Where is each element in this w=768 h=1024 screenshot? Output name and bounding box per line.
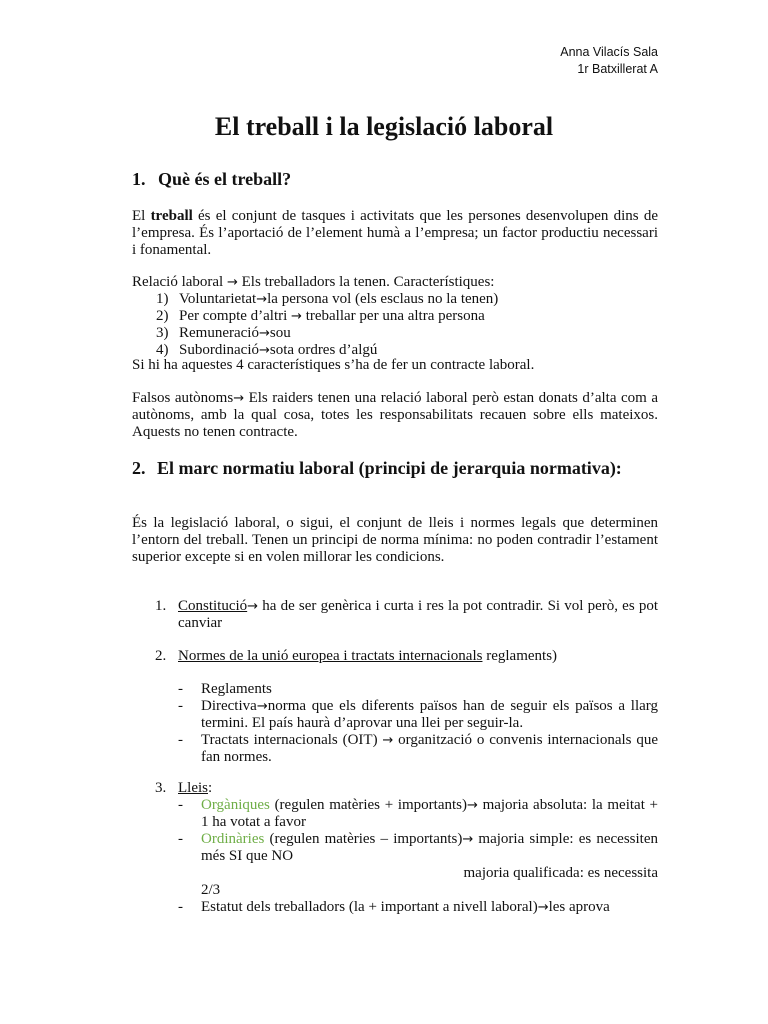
dash-bullet: - [178, 899, 183, 915]
contract-note: Si hi ha aquestes 4 característiques s’ha de fer un contracte laboral. [132, 357, 535, 373]
ordinaries-label: Ordinàries [201, 831, 265, 847]
list-item: - Estatut dels treballadors (la + important a nivell laboral)→les aprova [178, 899, 610, 915]
arrow-icon: → [233, 391, 245, 406]
section-number: 1. [132, 169, 146, 189]
list-item-lleis: 3. Lleis: [155, 780, 213, 796]
list-item: - Ordinàries (regulen matèries – importants)→ majoria simple: es necessiten més SI que NO [178, 831, 658, 864]
list-item: 3) Remuneració→sou [156, 325, 291, 341]
list-item: 4) Subordinació→sota ordres d’algú [156, 342, 378, 358]
document-title: El treball i la legislació laboral [214, 112, 554, 141]
section-title: Què és el treball? [158, 169, 292, 189]
section-title: El marc normatiu laboral (principi de jerarquia normativa): [157, 458, 622, 478]
majoria-qualificada-value: 2/3 [201, 882, 221, 898]
list-item: - Tractats internacionals (OIT) → organització o convenis internacionals que fan normes. [178, 732, 659, 765]
list-item: - Reglaments [178, 681, 272, 697]
list-item: - Directiva→norma que els diferents països han de seguir els països a llarg termini. El país haurà d’aprovar una llei per seguir-la. [178, 698, 658, 731]
section-number: 2. [132, 458, 146, 478]
treball-definition: El treball és el conjunt de tasques i activitats que les persones desenvolupen dins de l’empresa. És l’aportació de l’element humà a l’empresa; un factor productiu necessari i fonamental. [132, 208, 659, 258]
section-2-heading [132, 458, 658, 478]
treball-term: treball [150, 208, 193, 224]
dash-bullet: - [178, 831, 183, 847]
dash-bullet: - [178, 681, 183, 697]
arrow-icon: → [382, 733, 394, 748]
arrow-icon: → [537, 900, 549, 915]
organiques-label: Orgàniques [201, 797, 270, 813]
list-item: 1) Voluntarietat→la persona vol (els esclaus no la tenen) [156, 291, 499, 307]
class-name: 1r Batxillerat A [577, 62, 658, 76]
document-header [560, 44, 658, 78]
dash-bullet: - [178, 732, 183, 748]
list-item: 2) Per compte d’altri → treballar per una altra persona [156, 308, 485, 324]
normes-ue-sublist [132, 681, 658, 766]
arrow-icon: → [258, 326, 270, 341]
dash-bullet: - [178, 698, 183, 714]
list-item-constitucio: 1. Constitució→ ha de ser genèrica i curta i res la pot contradir. Si vol però, es pot canviar [155, 598, 658, 631]
marc-normatiu-intro: És la legislació laboral, o sigui, el conjunt de lleis i normes legals que determinen l’entorn del treball. Tenen un principi de norma mínima: no poden contradir l’estament superior excepte si en volen millorar les condicions. [132, 515, 658, 565]
arrow-icon: → [256, 292, 268, 307]
section-1-heading [132, 169, 291, 190]
arrow-icon: → [291, 309, 302, 324]
arrow-icon: → [247, 599, 259, 614]
arrow-icon: → [256, 699, 268, 714]
lleis-sublist [132, 797, 658, 916]
falsos-autonoms: Falsos autònoms→ Els raiders tenen una relació laboral però estan donats d’alta com a autònoms, amb la qual cosa, totes les responsabilitats recauen sobre ells mateixos. Aquests no tenen contracte. [132, 390, 658, 440]
arrow-icon: → [259, 343, 270, 358]
list-item: - Orgàniques (regulen matèries + importants)→ majoria absoluta: la meitat + 1 ha votat a favor [178, 797, 658, 830]
majoria-qualificada-line: majoria qualificada: es necessita [463, 865, 658, 881]
dash-bullet: - [178, 797, 183, 813]
author-name: Anna Vilacís Sala [560, 45, 658, 59]
characteristics-list [132, 291, 658, 359]
relacio-laboral-line: Relació laboral → Els treballadors la tenen. Característiques: [132, 274, 495, 290]
arrow-icon: → [466, 798, 478, 813]
arrow-icon: → [226, 275, 238, 290]
arrow-icon: → [462, 832, 474, 847]
list-item-normes-ue: 2. Normes de la unió europea i tractats internacionals reglaments) [155, 648, 558, 664]
